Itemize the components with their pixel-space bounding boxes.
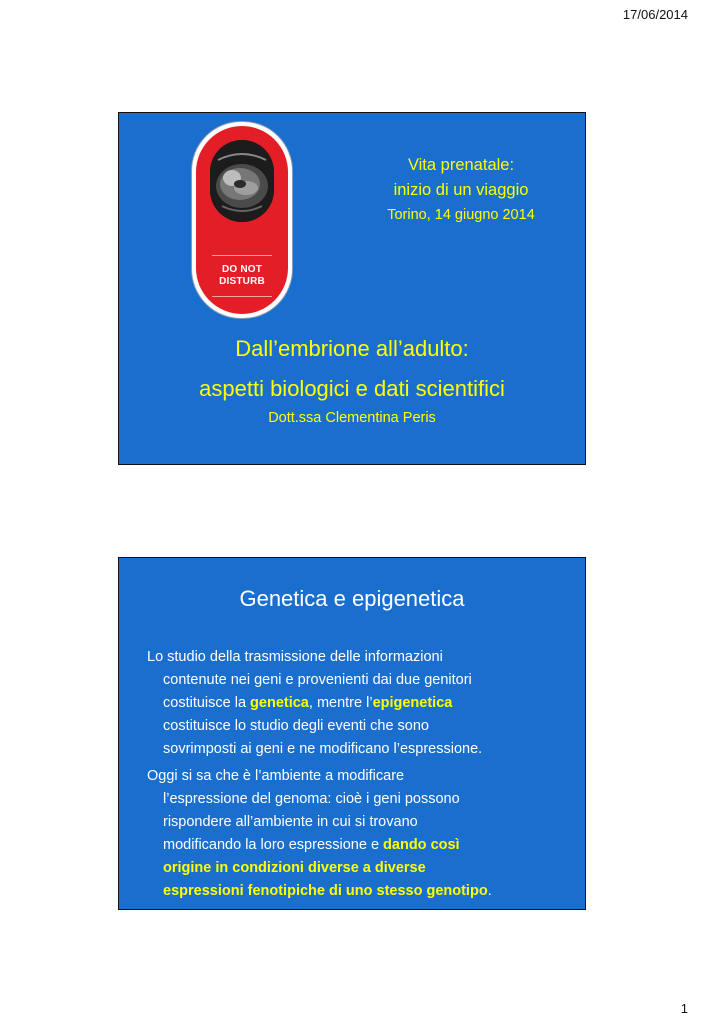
highlight-espressioni: espressioni fenotipiche di uno stesso genotipo [163,883,488,899]
p2-line4-a: modificando la loro espressione e [163,837,384,853]
highlight-dando-cosi: dando così [383,837,460,853]
main-title-line2: aspetti biologici e dati scientifici [199,376,505,401]
sign-text [196,264,288,288]
p2-line2: l’espressione del genoma: cioè i geni possono [163,791,460,807]
event-place-date: Torino, 14 giugno 2014 [387,207,535,223]
p2-line6-end: . [487,883,492,899]
sign-divider-top [212,255,272,256]
main-title [119,329,585,409]
highlight-epigenetica: epigenetica [372,695,453,711]
event-title-block [349,153,573,227]
p1-line2: contenute nei geni e provenienti dai due genitori [163,672,472,688]
sign-text-line1: DO NOT [221,264,263,275]
p1-line4: costituisce lo studio degli eventi che sono [163,718,429,734]
slide-2 [118,557,586,910]
header-date: 17/06/2014 [622,7,688,22]
event-title-line1: Vita prenatale: [407,156,515,174]
p2-line3: rispondere all’ambiente in cui si trovano [163,814,418,830]
paragraph-2 [147,765,567,903]
event-title-line2: inizio di un viaggio [393,181,529,199]
slide-1 [118,112,586,465]
p1-line3 [147,692,567,715]
highlight-genetica: genetica [250,695,309,711]
do-not-disturb-sign-image [191,121,293,319]
author: Dott.ssa Clementina Peris [268,410,436,426]
p2-line6 [147,880,567,903]
main-title-line1: Dall’embrione all’adulto: [235,336,469,361]
p2-line4 [147,834,567,857]
p1-line3-a: costituisce la [163,695,251,711]
p2-line5: origine in condizioni diverse a diverse [163,860,426,876]
page-number: 1 [680,1001,688,1016]
p1-line3-b: , mentre l’ [308,695,373,711]
p2-line1: Oggi si sa che è l’ambiente a modificare [147,768,405,784]
sign-red-body [196,126,288,314]
paragraph-1 [147,646,567,761]
sign-text-line2: DISTURB [219,276,265,287]
ultrasound-fetus-icon [210,140,274,222]
sign-divider-bottom [212,296,272,297]
slide-2-title: Genetica e epigenetica [239,586,465,611]
p1-line1: Lo studio della trasmissione delle informazioni [147,649,443,665]
p1-line5: sovrimposti ai geni e ne modificano l’espressione. [163,741,483,757]
ultrasound-image [210,140,274,222]
